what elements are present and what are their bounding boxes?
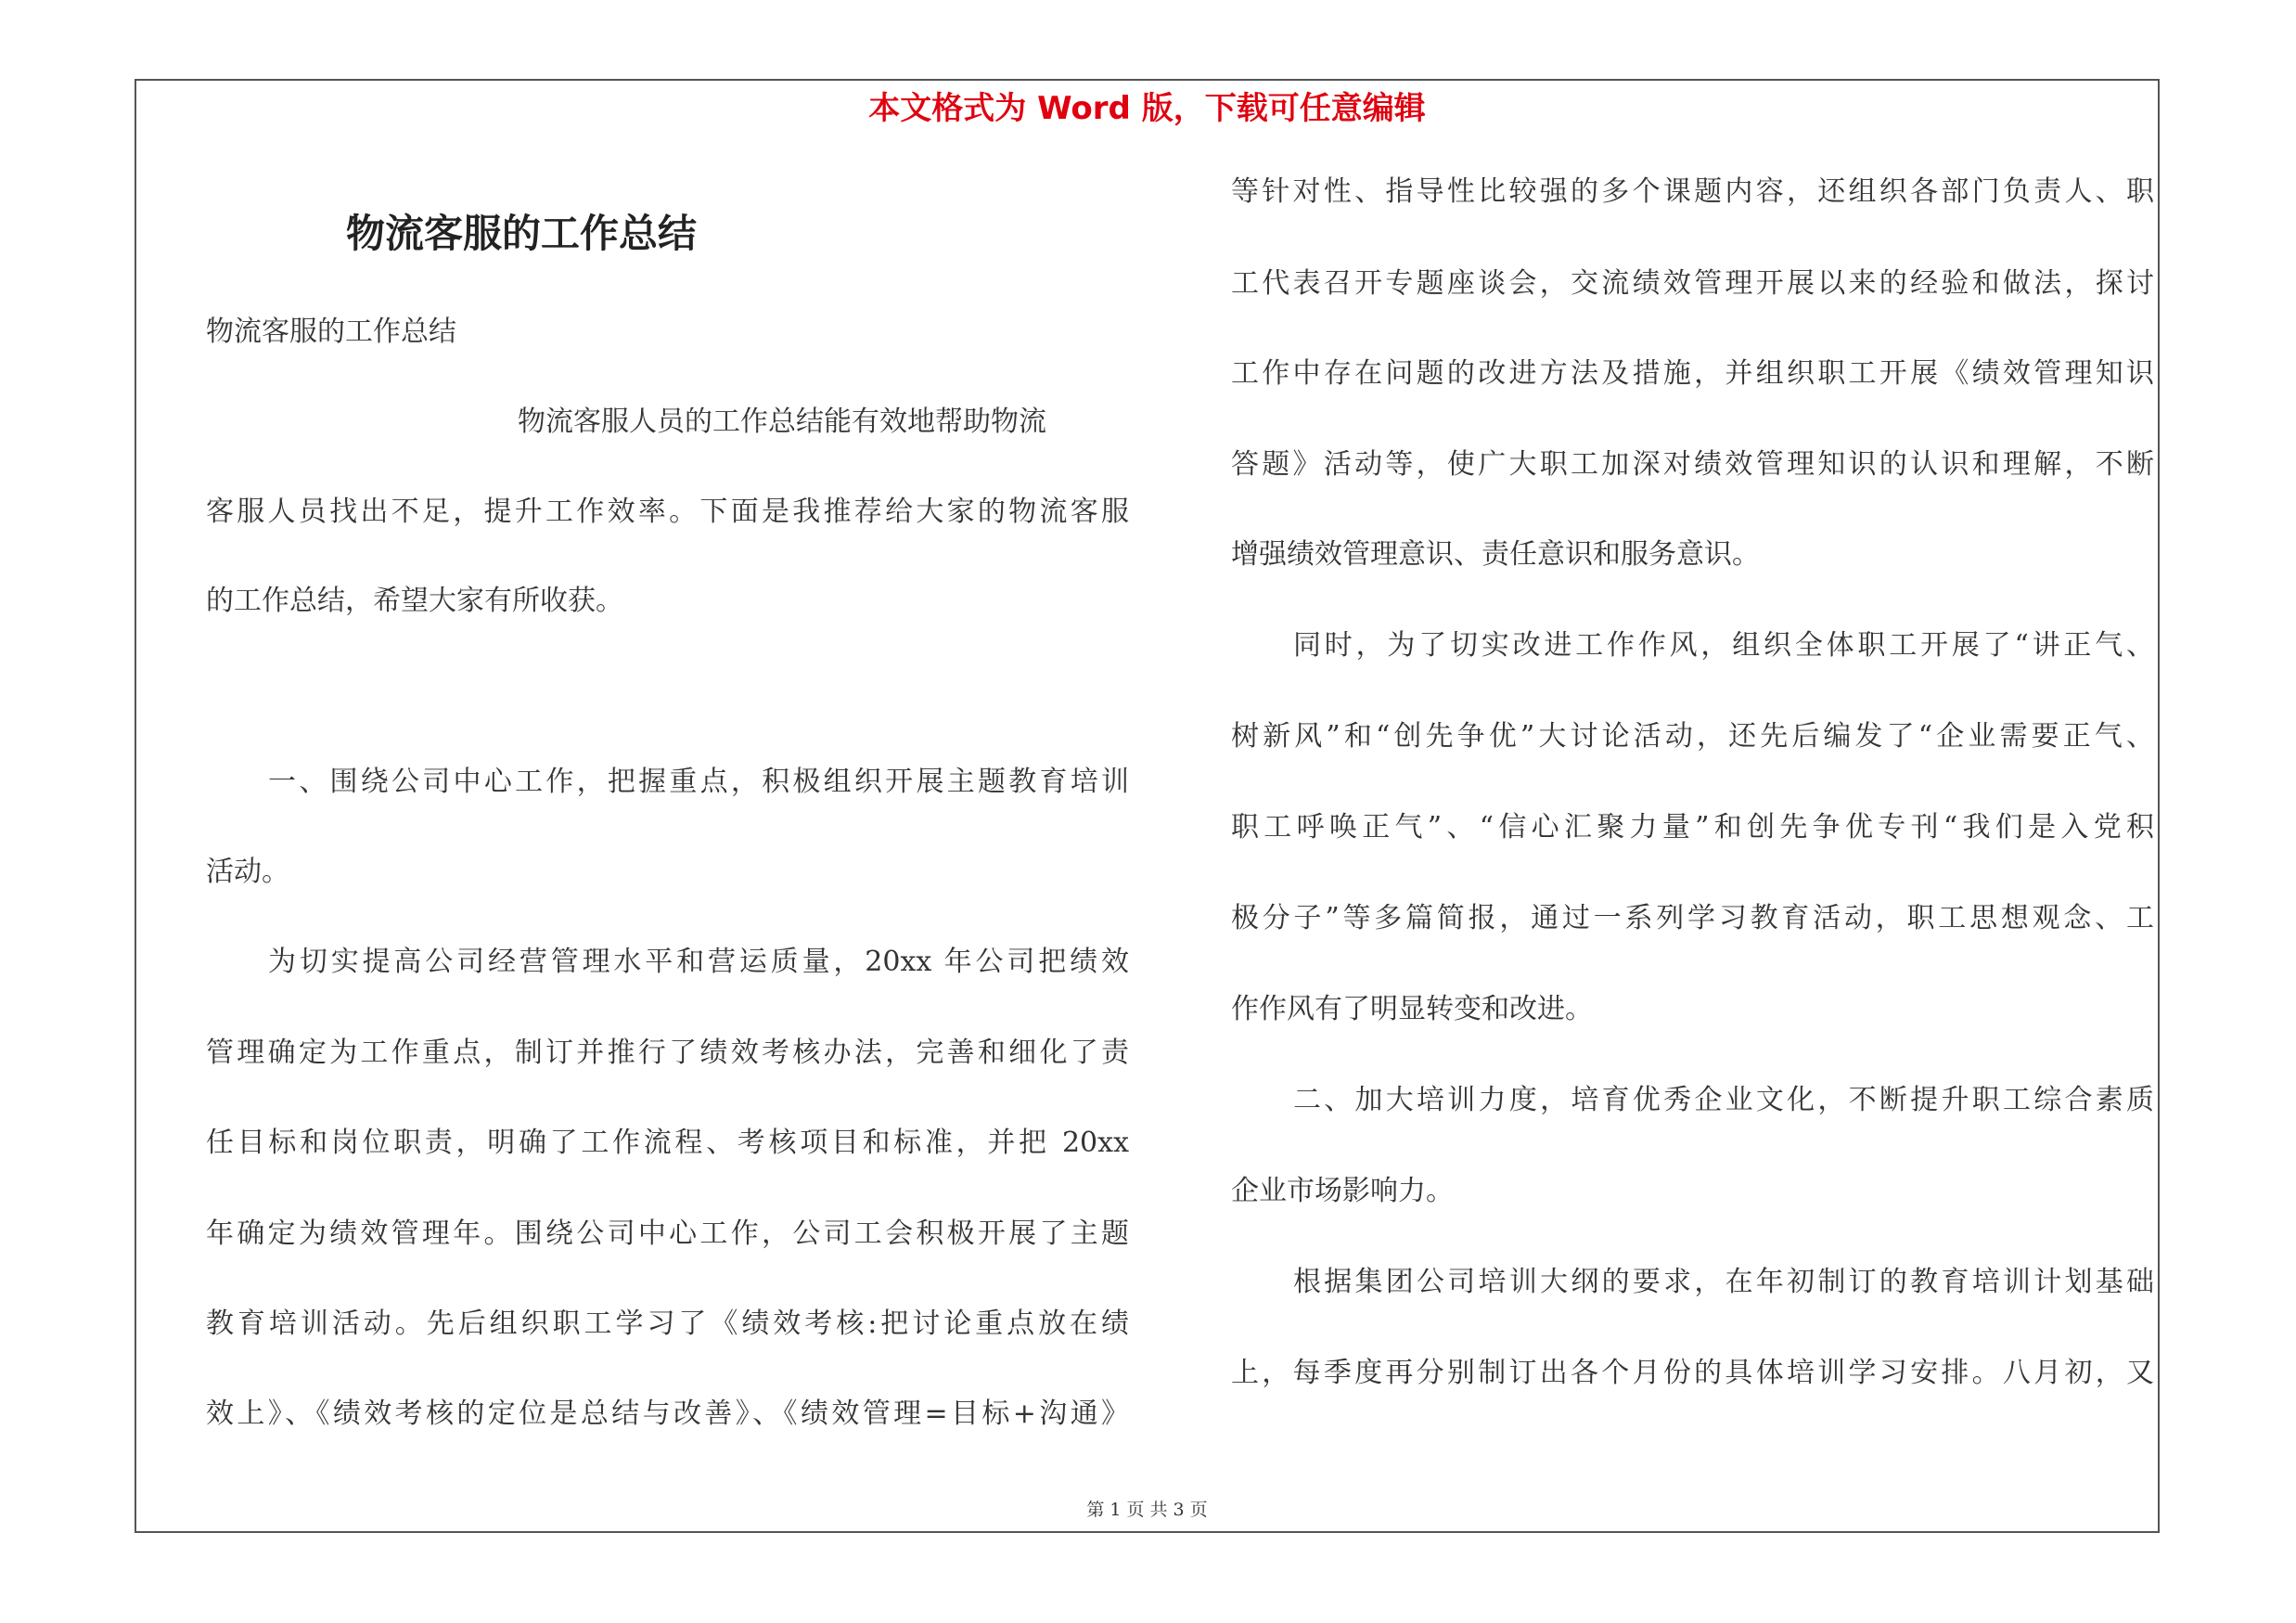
text-line: 教育培训活动。先后组织职工学习了《绩效考核:把讨论重点放在绩 — [206, 1307, 1129, 1340]
text-line: 年确定为绩效管理年。围绕公司中心工作，公司工会积极开展了主题 — [206, 1217, 1129, 1250]
text-line: 企业市场影响力。 — [1231, 1175, 1454, 1207]
text-line: 工代表召开专题座谈会，交流绩效管理开展以来的经验和做法，探讨 — [1231, 267, 2154, 300]
text-line: 职工呼唤正气”、“信心汇聚力量”和创先争优专刊“我们是入党积 — [1231, 811, 2154, 844]
text-line: 工作中存在问题的改进方法及措施，并组织职工开展《绩效管理知识 — [1231, 357, 2154, 390]
text-line: 物流客服的工作总结 — [206, 316, 456, 348]
text-line: 增强绩效管理意识、责任意识和服务意识。 — [1231, 538, 1760, 571]
text-line: 管理确定为工作重点，制订并推行了绩效考核办法，完善和细化了责 — [206, 1037, 1129, 1069]
text-line: 上，每季度再分别制订出各个月份的具体培训学习安排。八月初，又 — [1231, 1357, 2154, 1389]
text-line: 的工作总结，希望大家有所收获。 — [206, 585, 623, 617]
document-title: 物流客服的工作总结 — [345, 211, 697, 256]
text-line: 物流客服人员的工作总结能有效地帮助物流 — [518, 406, 1046, 438]
text-line: 活动。 — [206, 856, 289, 888]
text-line: 客服人员找出不足，提升工作效率。下面是我推荐给大家的物流客服 — [206, 496, 1129, 528]
text-line: 一、围绕公司中心工作，把握重点，积极组织开展主题教育培训 — [268, 766, 1129, 798]
text-line: 答题》活动等，使广大职工加深对绩效管理知识的认识和理解，不断 — [1231, 448, 2154, 481]
text-line: 任目标和岗位职责，明确了工作流程、考核项目和标准，并把 20xx — [206, 1127, 1129, 1159]
text-line: 极分子”等多篇简报，通过一系列学习教育活动，职工思想观念、工 — [1231, 902, 2154, 934]
text-line: 效上》、《绩效考核的定位是总结与改善》、《绩效管理=目标+沟通》 — [206, 1398, 1129, 1430]
text-line: 同时，为了切实改进工作作风，组织全体职工开展了“讲正气、 — [1293, 629, 2154, 662]
text-line: 为切实提高公司经营管理水平和营运质量，20xx 年公司把绩效 — [268, 946, 1129, 978]
page-footer: 第 1 页 共 3 页 — [1086, 1500, 1208, 1520]
text-line: 作作风有了明显转变和改进。 — [1231, 993, 1593, 1025]
text-line: 树新风”和“创先争优”大讨论活动，还先后编发了“企业需要正气、 — [1231, 720, 2154, 753]
format-banner: 本文格式为 Word 版，下载可任意编辑 — [868, 90, 1426, 127]
text-line: 等针对性、指导性比较强的多个课题内容，还组织各部门负责人、职 — [1231, 175, 2154, 208]
text-line: 根据集团公司培训大纲的要求，在年初制订的教育培训计划基础 — [1293, 1266, 2154, 1298]
text-line: 二、加大培训力度，培育优秀企业文化，不断提升职工综合素质 — [1293, 1084, 2154, 1116]
